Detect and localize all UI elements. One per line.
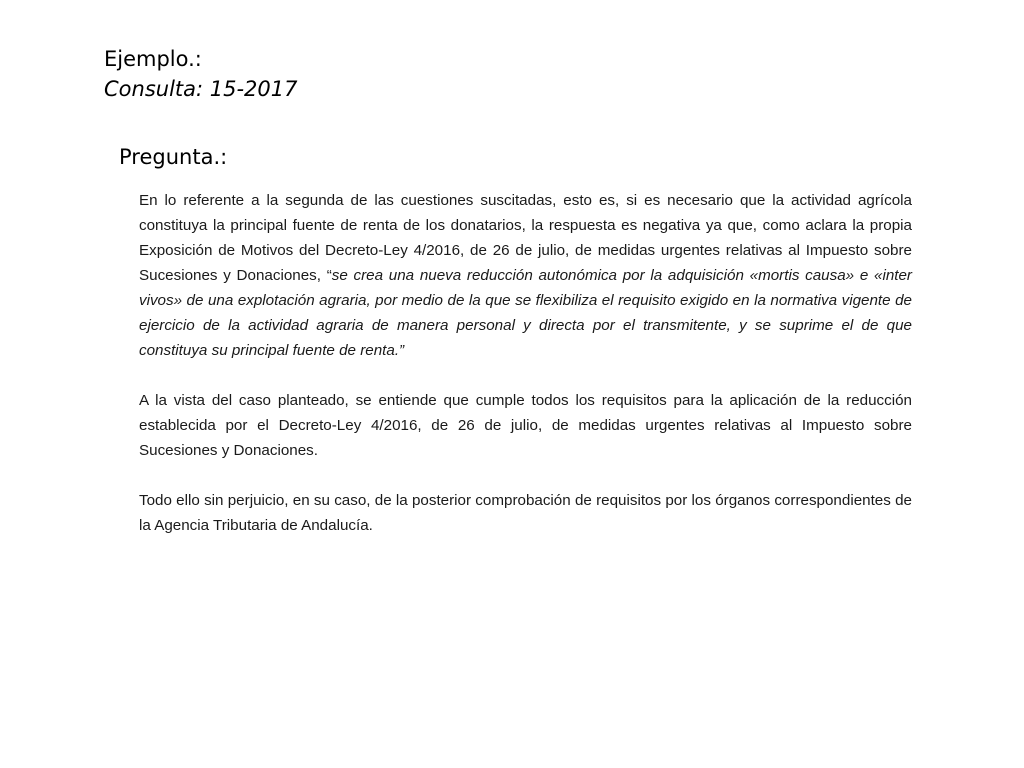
paragraph-3: Todo ello sin perjuicio, en su caso, de la posterior comprobación de requisitos por los órganos correspondientes de la Agencia Tributaria de Andalucía. [139, 492, 912, 534]
paragraph-2: A la vista del caso planteado, se entiende que cumple todos los requisitos para la aplicación de la reducción establecida por el Decreto-Ley 4/2016, de 26 de julio, de medidas urgentes relativas al Impuesto sobre Sucesiones y Donaciones. [139, 392, 912, 459]
paragraph-1 [139, 188, 912, 363]
paragraph-1-text: En lo referente a la segunda de las cuestiones suscitadas, esto es, si es necesario que la actividad agrícola constituya la principal fuente de renta de los donatarios, la respuesta es negativa ya que, como aclara la propia Exposición de Motivos del Decreto-Ley 4/2016, de 26 de julio, de medidas urgentes relativas al Impuesto sobre Sucesiones y Donaciones, “ [139, 192, 912, 284]
heading-consulta: Consulta: 15-2017 [104, 77, 298, 101]
paragraph-1-quote: se crea una nueva reducción autonómica por la adquisición «mortis causa» e «inter vivos» de una explotación agraria, por medio de la que se flexibiliza el requisito exigido en la normativa vigente de ejercicio de la actividad agraria de manera personal y directa por el transmitente, y se suprime el de que constituya su principal fuente de renta.” [139, 267, 912, 359]
heading-ejemplo: Ejemplo.: [104, 47, 202, 71]
document-excerpt [139, 188, 912, 563]
heading-pregunta: Pregunta.: [119, 145, 228, 169]
